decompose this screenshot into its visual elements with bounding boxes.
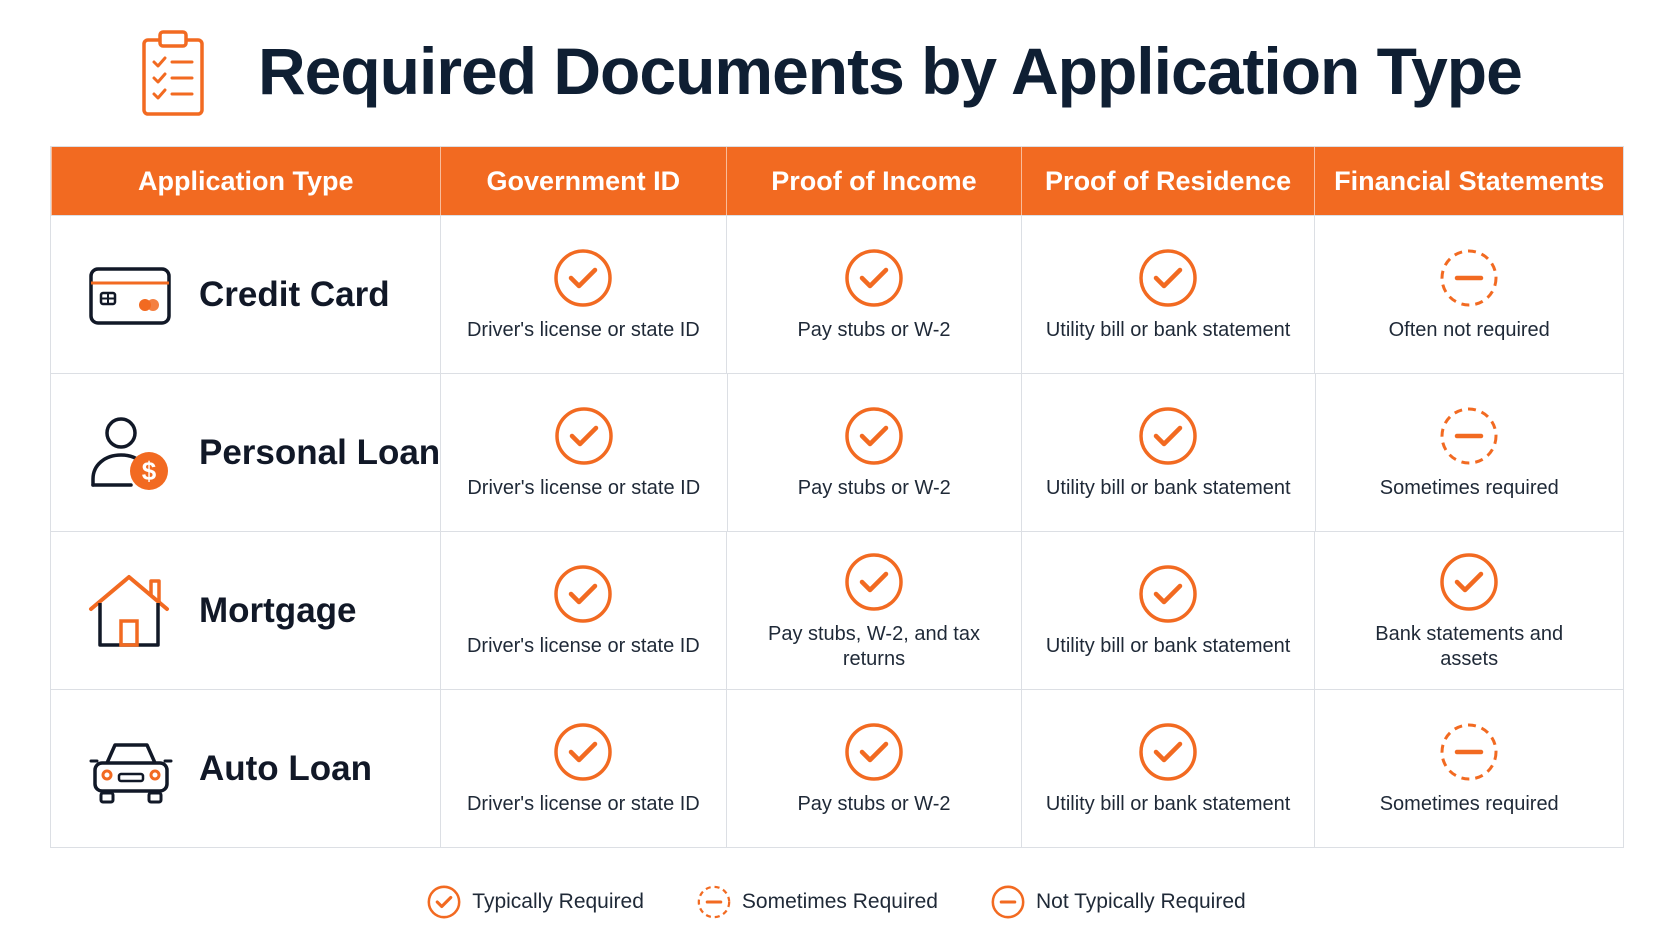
requirement-text: Often not required bbox=[1388, 319, 1550, 341]
requirement-cell bbox=[1021, 532, 1315, 689]
car-icon bbox=[87, 729, 175, 809]
check-circle-icon bbox=[842, 246, 906, 310]
application-type-name: Credit Card bbox=[199, 274, 390, 314]
requirement-cell bbox=[726, 690, 1021, 847]
check-circle-icon bbox=[1136, 404, 1200, 468]
column-header: Government ID bbox=[440, 147, 727, 215]
requirement-cell bbox=[440, 374, 727, 531]
application-type-cell bbox=[51, 532, 440, 689]
table-row bbox=[51, 215, 1623, 373]
column-header: Application Type bbox=[51, 147, 440, 215]
person-dollar-icon bbox=[87, 413, 175, 493]
legend-item-typically-required bbox=[426, 884, 644, 920]
requirement-text: Sometimes required bbox=[1379, 793, 1559, 815]
table-row bbox=[51, 531, 1623, 689]
check-circle-icon bbox=[1437, 550, 1501, 614]
requirement-text: Pay stubs or W-2 bbox=[797, 319, 951, 341]
legend-label: Typically Required bbox=[472, 890, 644, 913]
column-header: Financial Statements bbox=[1314, 147, 1623, 215]
application-type-cell bbox=[51, 690, 440, 847]
header bbox=[0, 24, 1672, 124]
application-type-cell bbox=[51, 216, 440, 373]
requirement-cell bbox=[440, 690, 727, 847]
requirement-text: Bank statements and assets bbox=[1375, 622, 1564, 670]
column-header: Proof of Income bbox=[726, 147, 1021, 215]
requirement-text: Utility bill or bank statement bbox=[1045, 793, 1291, 815]
check-circle-icon bbox=[1136, 720, 1200, 784]
dashed-minus-circle-icon bbox=[1437, 720, 1501, 784]
table-row bbox=[51, 689, 1623, 847]
legend-item-not-typically-required bbox=[990, 884, 1246, 920]
requirement-text: Pay stubs, W-2, and tax returns bbox=[767, 622, 980, 670]
check-circle-icon bbox=[842, 404, 906, 468]
legend-item-sometimes-required bbox=[696, 884, 938, 920]
column-header: Proof of Residence bbox=[1021, 147, 1315, 215]
legend-label: Not Typically Required bbox=[1035, 890, 1246, 913]
page-title: Required Documents by Application Type bbox=[258, 34, 1522, 108]
application-type-cell bbox=[51, 374, 440, 531]
check-circle-icon bbox=[551, 720, 615, 784]
requirement-cell bbox=[726, 216, 1021, 373]
requirement-text: Sometimes required bbox=[1379, 477, 1559, 499]
requirement-text: Driver's license or state ID bbox=[466, 319, 700, 341]
clipboard-checklist-icon bbox=[140, 28, 206, 118]
table-row bbox=[51, 373, 1623, 531]
requirement-text: Driver's license or state ID bbox=[466, 635, 700, 657]
credit-card-icon bbox=[87, 255, 175, 335]
check-circle-icon bbox=[1136, 246, 1200, 310]
check-circle-icon bbox=[1136, 562, 1200, 626]
requirement-cell bbox=[1314, 690, 1623, 847]
requirement-cell bbox=[1314, 532, 1623, 689]
requirements-table bbox=[50, 146, 1624, 848]
check-circle-icon bbox=[842, 550, 906, 614]
requirement-text: Utility bill or bank statement bbox=[1045, 477, 1291, 499]
application-type-name: Auto Loan bbox=[199, 748, 373, 788]
dashed-minus-circle-icon bbox=[1437, 246, 1501, 310]
requirement-text: Utility bill or bank statement bbox=[1045, 635, 1291, 657]
requirement-cell bbox=[727, 374, 1022, 531]
requirement-cell bbox=[1021, 690, 1315, 847]
application-type-name: Personal Loan bbox=[199, 432, 441, 472]
requirement-text: Driver's license or state ID bbox=[467, 477, 701, 499]
dashed-minus-circle-icon bbox=[1437, 404, 1501, 468]
check-circle-icon bbox=[842, 720, 906, 784]
check-circle-icon bbox=[552, 404, 616, 468]
requirement-cell bbox=[440, 532, 727, 689]
requirement-text: Utility bill or bank statement bbox=[1045, 319, 1291, 341]
svg-text:$: $ bbox=[141, 455, 157, 486]
requirement-text: Pay stubs or W-2 bbox=[797, 793, 951, 815]
check-circle-icon bbox=[551, 562, 615, 626]
house-icon bbox=[87, 571, 175, 651]
application-type-name: Mortgage bbox=[199, 590, 357, 630]
requirement-cell bbox=[1315, 374, 1623, 531]
check-circle-icon bbox=[551, 246, 615, 310]
table-header-row bbox=[51, 147, 1623, 215]
check-circle-icon bbox=[426, 884, 462, 920]
requirement-text: Driver's license or state ID bbox=[466, 793, 700, 815]
requirement-cell bbox=[1021, 374, 1315, 531]
requirement-text: Pay stubs or W-2 bbox=[797, 477, 951, 499]
requirement-cell bbox=[726, 532, 1021, 689]
dashed-minus-circle-icon bbox=[696, 884, 732, 920]
legend-label: Sometimes Required bbox=[741, 890, 938, 913]
minus-circle-icon bbox=[990, 884, 1026, 920]
requirement-cell bbox=[1021, 216, 1315, 373]
requirement-cell bbox=[1314, 216, 1623, 373]
legend bbox=[0, 880, 1672, 924]
requirement-cell bbox=[440, 216, 727, 373]
